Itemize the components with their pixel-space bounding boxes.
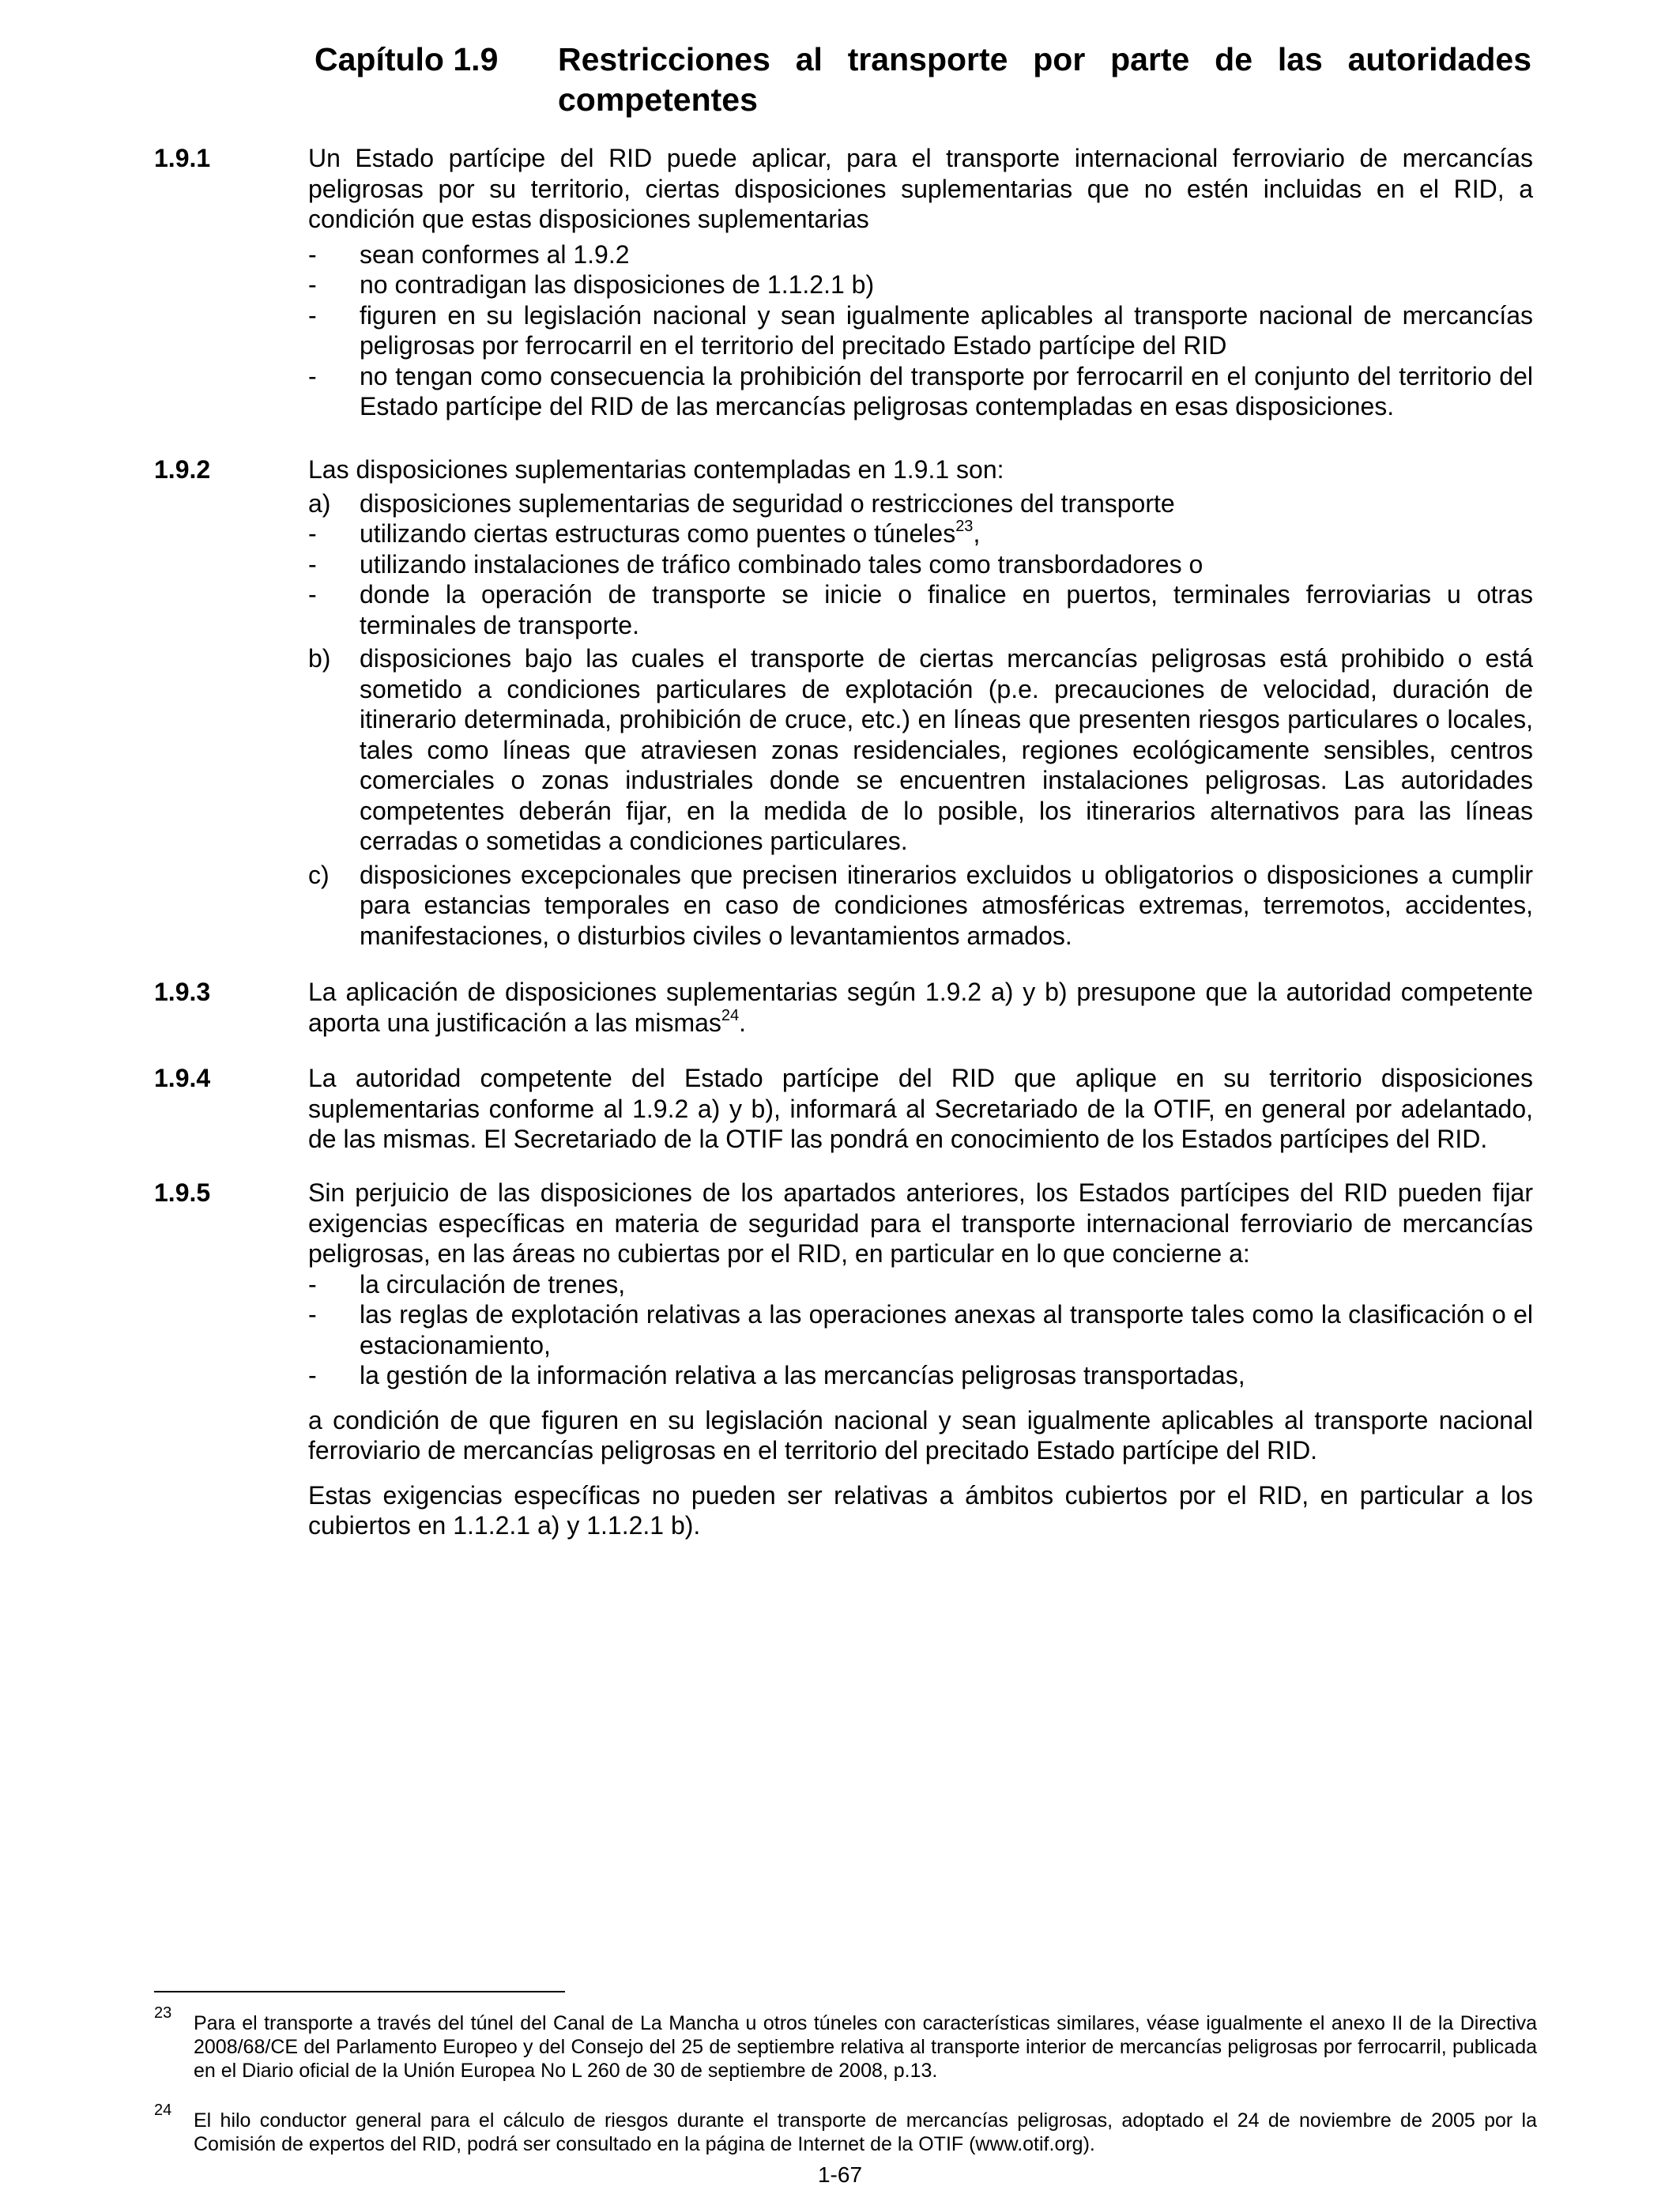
list-item-b: b) disposiciones bajo las cuales el transporte de ciertas mercancías peligrosas está prohibido o está sometido a condiciones particulares de explotación (p.e. precauciones de velocidad, duración de itinerario determinada, prohibición de cruce, etc.) en líneas que presenten riesgos particulares o locales, tales como líneas que atraviesen zonas residenciales, regiones ecológicamente sensibles, centros comerciales o zonas industriales donde se encuentren instalaciones peligrosas. Las autoridades competentes deberán fijar, en la medida de lo posible, los itinerarios alternativos para las líneas cerradas o sometidas a condiciones particulares. — [308, 644, 1533, 855]
letter-marker: b) — [308, 644, 331, 673]
dash-marker: - — [308, 300, 317, 330]
footnote-ref: 24 — [721, 1006, 740, 1024]
letter-marker: c) — [308, 860, 330, 889]
footnote-ref: 23 — [955, 518, 974, 536]
list-item: - la gestión de la información relativa a las mercancías peligrosas transportadas, — [308, 1361, 1245, 1389]
footnote-23 — [154, 2004, 1537, 2083]
list-item: - las reglas de explotación relativas a las operaciones anexas al transporte tales como la clasificación o el estacionamiento, — [308, 1300, 1533, 1359]
section-1-9-2 — [154, 454, 1537, 951]
section-paragraph: a condición de que figuren en su legislación nacional y sean igualmente aplicables al transporte nacional ferroviario de mercancías peligrosas en el territorio del precitado Estado partícipe del RID. — [308, 1405, 1533, 1465]
list-item: - la circulación de trenes, — [308, 1269, 626, 1299]
chapter-number: Capítulo 1.9 — [315, 41, 499, 77]
dash-marker: - — [308, 1300, 317, 1329]
section-1-9-1 — [154, 143, 1537, 422]
list-item: - sean conformes al 1.9.2 — [308, 239, 630, 269]
section-intro: Las disposiciones suplementarias contempladas en 1.9.1 son: — [308, 455, 1004, 484]
letter-marker: a) — [308, 488, 331, 518]
list-item-a: a) disposiciones suplementarias de seguridad o restricciones del transporte — [308, 488, 1175, 518]
dash-marker: - — [308, 239, 317, 269]
list-item: - no contradigan las disposiciones de 1.1.2.1 b) — [308, 270, 875, 299]
list-item: - donde la operación de transporte se inicie o finalice en puertos, terminales ferroviarias u otras terminales de transporte. — [308, 580, 1533, 639]
footnote-mark: 23 — [154, 2004, 172, 2022]
section-1-9-5 — [154, 1178, 1537, 1541]
footnote-24 — [154, 2102, 1537, 2156]
section-text: La aplicación de disposiciones suplementarias según 1.9.2 a) y b) presupone que la autoridad competente aporta una justificación a las mismas$^{24}$. — [308, 978, 1533, 1037]
list-item-c: c) disposiciones excepcionales que precisen itinerarios excluidos u obligatorios o disposiciones a cumplir para estancias temporales en caso de condiciones atmosféricas extremas, terremotos, accidentes, manifestaciones, o disturbios civiles o levantamientos armados. — [308, 860, 1533, 950]
footnote-text: Para el transporte a través del túnel del Canal de La Mancha u otros túneles con características similares, véase igualmente el anexo II de la Directiva 2008/68/CE del Parlamento Europeo y del Consejo del 25 de septiembre relativa al transporte interior de mercancías peligrosas por ferrocarril, publicada en el Diario oficial de la Unión Europea No L 260 de 30 de septiembre de 2008, p.13. — [194, 2012, 1537, 2082]
page-number: 1-67 — [817, 2162, 863, 2187]
section-intro: Un Estado partícipe del RID puede aplicar, para el transporte internacional ferroviario de mercancías peligrosas por su territorio, ciertas disposiciones suplementarias que no estén incluidas en el RID, a condición que estas disposiciones suplementarias — [308, 144, 1533, 233]
dash-marker: - — [308, 361, 317, 390]
list-item: - no tengan como consecuencia la prohibición del transporte por ferrocarril en el conjunto del territorio del Estado partícipe del RID de las mercancías peligrosas contempladas en esas disposiciones. — [308, 361, 1533, 420]
section-number: 1.9.1 — [154, 144, 211, 172]
footnote-text: El hilo conductor general para el cálculo de riesgos durante el transporte de mercancías peligrosas, adoptado el 24 de noviembre de 2005 por la Comisión de expertos del RID, podrá ser consultado en la página de Internet de la OTIF (www.otif.org). — [194, 2109, 1537, 2155]
dash-marker: - — [308, 270, 317, 299]
section-text: La autoridad competente del Estado partícipe del RID que aplique en su territorio disposiciones suplementarias conforme al 1.9.2 a) y b), informará al Secretariado de la OTIF, en general por adelantado, de las mismas. El Secretariado de la OTIF las pondrá en conocimiento de los Estados partícipes del RID. — [308, 1064, 1533, 1153]
dash-marker: - — [308, 1361, 317, 1389]
section-intro: Sin perjuicio de las disposiciones de los apartados anteriores, los Estados partícipes del RID pueden fijar exigencias específicas en materia de seguridad para el transporte internacional ferroviario de mercancías peligrosas, en las áreas no cubiertas por el RID, en particular en lo que concierne a: — [308, 1178, 1533, 1268]
dash-marker: - — [308, 1269, 317, 1299]
footnote-mark: 24 — [154, 2102, 172, 2119]
section-1-9-3 — [154, 977, 1537, 1038]
list-item: - utilizando ciertas estructuras como puentes o túneles$^{23}$, — [308, 518, 981, 548]
section-number: 1.9.5 — [154, 1178, 211, 1207]
list-item: - figuren en su legislación nacional y sean igualmente aplicables al transporte nacional de mercancías peligrosas por ferrocarril en el territorio del precitado Estado partícipe del RID — [308, 300, 1533, 360]
dash-marker: - — [308, 549, 317, 579]
section-number: 1.9.4 — [154, 1064, 211, 1092]
chapter-title: Restricciones al transporte por parte de las autoridades competentes — [558, 41, 1531, 118]
section-1-9-4 — [154, 1063, 1537, 1155]
list-item: - utilizando instalaciones de tráfico combinado tales como transbordadores o — [308, 549, 1203, 579]
footnote-separator — [154, 1991, 565, 1992]
dash-marker: - — [308, 580, 317, 609]
section-number: 1.9.2 — [154, 455, 211, 484]
dash-marker: - — [308, 519, 317, 548]
section-number: 1.9.3 — [154, 978, 211, 1006]
section-paragraph: Estas exigencias específicas no pueden ser relativas a ámbitos cubiertos por el RID, en particular a los cubiertos en 1.1.2.1 a) y 1.1.2.1 b). — [308, 1480, 1533, 1540]
